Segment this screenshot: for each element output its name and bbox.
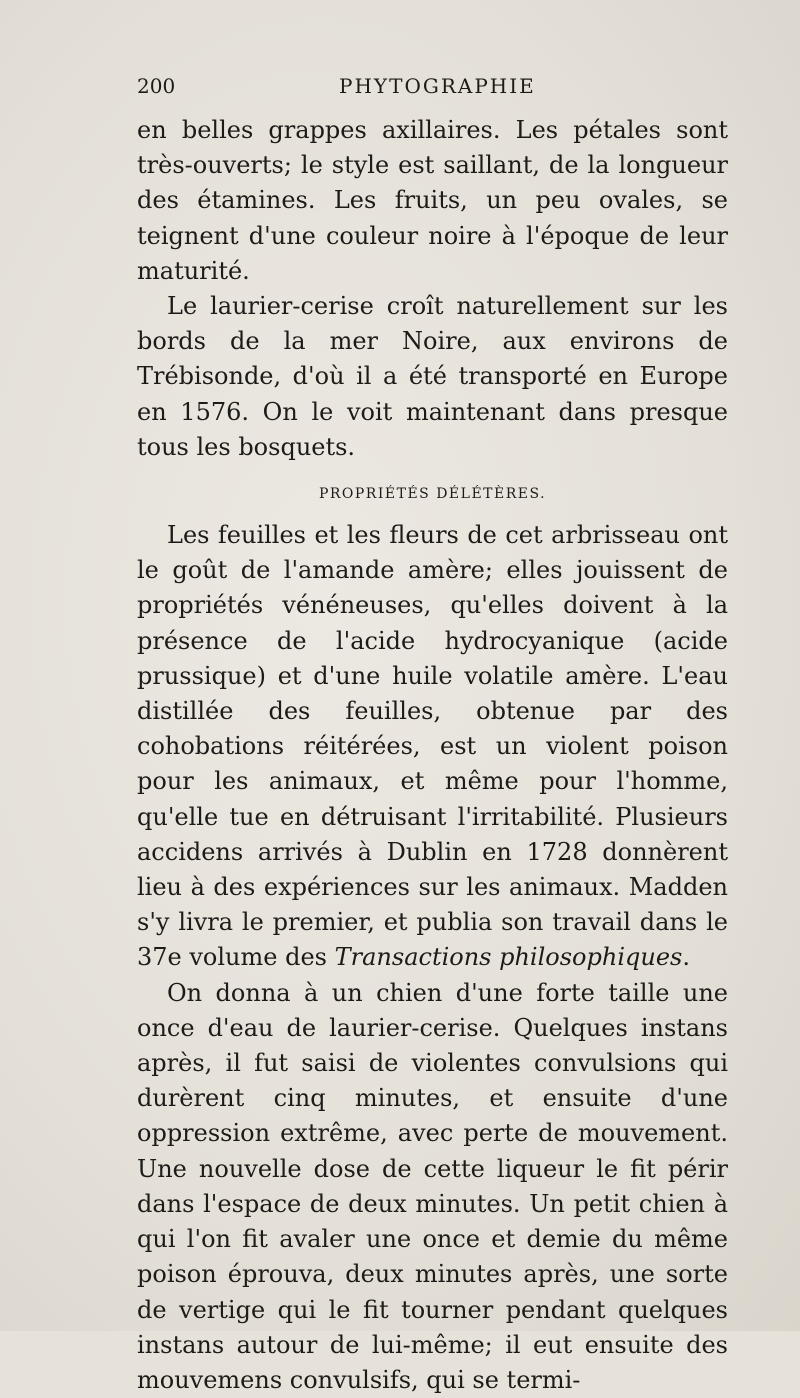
running-title: PHYTOGRAPHIE bbox=[339, 74, 536, 98]
paragraph-properties-text: Les feuilles et les fleurs de cet arbrisseau ont le goût de l'amande amère; elles jouissent de propriétés vénéneuses, qu'elles doivent à la présence de l'acide hydrocyanique (acide prussique) et d'une huile volatile amère. L'eau distillée des feuilles, obtenue par des cohobations réitérées, est un violent poison pour les animaux, et même pour l'homme, qu'elle tue en détruisant l'irritabilité. Plusieurs accidens arrivés à Dublin en 1728 donnèrent lieu à des expériences sur les animaux. Madden s'y livra le premier, et publia son travail dans le 37e volume des bbox=[137, 521, 728, 972]
section-heading: PROPRIÉTÉS DÉLÉTÈRES. bbox=[318, 486, 547, 503]
paragraph-origin: Le laurier-cerise croît naturellement sur les bords de la mer Noire, aux environs de Trébisonde, d'où il a été transporté en Europe en 1576. On le voit maintenant dans presque tous les bosquets. bbox=[137, 292, 728, 461]
body-text bbox=[137, 113, 728, 1398]
journal-title: Transactions philosophiques bbox=[334, 943, 683, 972]
paragraph-experiment: On donna à un chien d'une forte taille une once d'eau de laurier-cerise. Quelques instans après, il fut saisi de violentes convulsions qui durèrent cinq minutes, et ensuite d'une oppression extrême, avec perte de mouvement. Une nouvelle dose de cette liqueur le fit périr dans l'espace de deux minutes. Un petit chien à qui l'on fit avaler une once et demie du même poison éprouva, deux minutes après, une sorte de vertige qui le fit tourner pendant quelques instans autour de lui-même; il eut ensuite des mouvemens convulsifs, qui se termi- bbox=[137, 978, 728, 1394]
page-number: 200 bbox=[137, 74, 176, 98]
paragraph-continuation: en belles grappes axillaires. Les pétales sont très-ouverts; le style est saillant, de la longueur des étamines. Les fruits, un peu ovales, se teignent d'une couleur noire à l'époque de leur maturité. bbox=[137, 116, 728, 285]
paragraph-properties-end: . bbox=[682, 943, 690, 972]
paragraph-properties bbox=[137, 518, 728, 976]
